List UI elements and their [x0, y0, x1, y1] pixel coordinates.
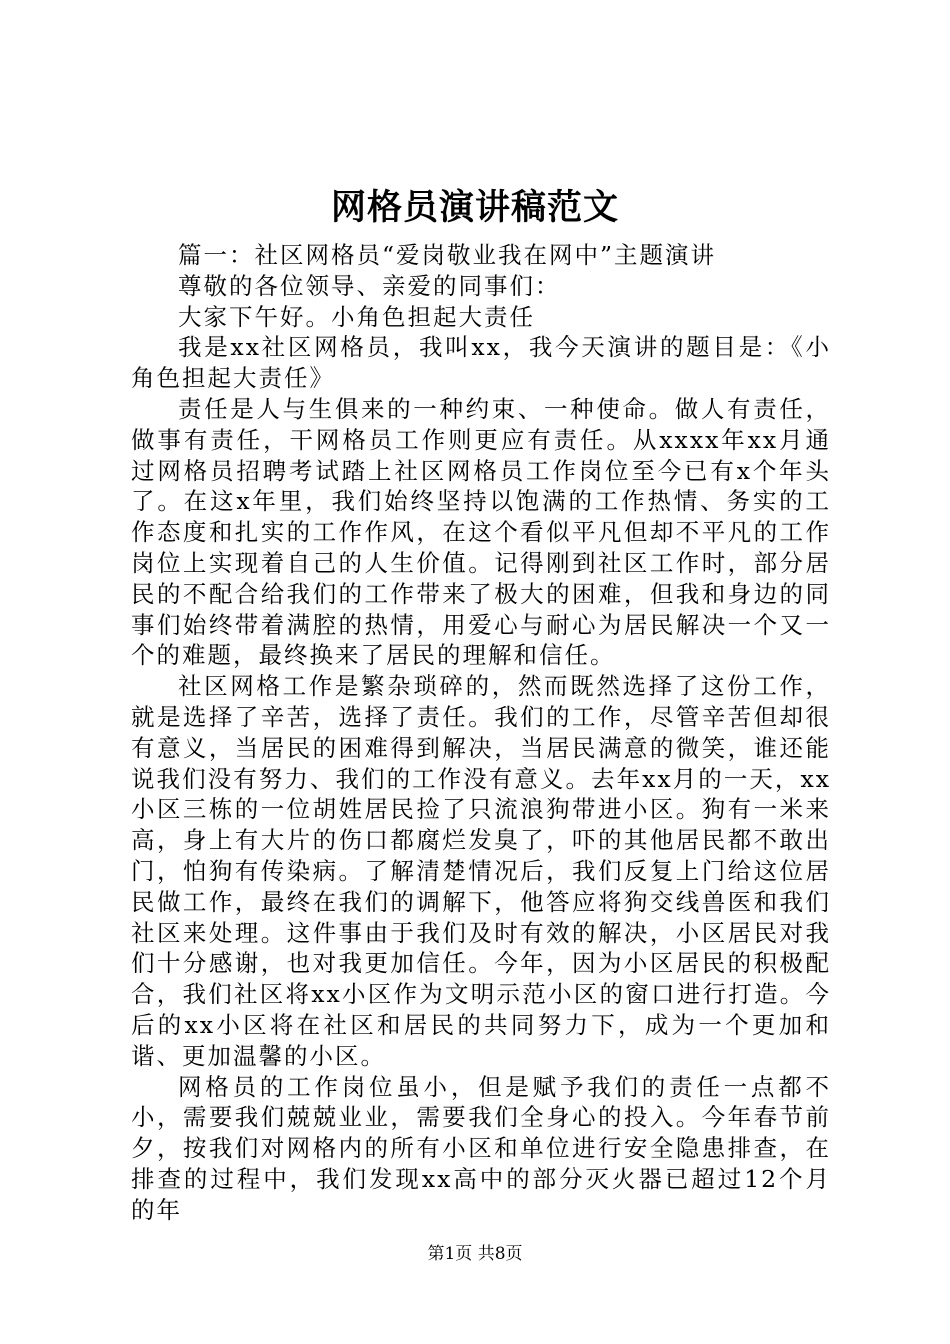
paragraph-body: 社区网格工作是繁杂琐碎的，然而既然选择了这份工作，就是选择了辛苦，选择了责任。我们的工作，尽管辛苦但却很有意义，当居民的困难得到解决，当居民满意的微笑，谁还能说我们没有努力、我们的工作没有意义。去年xx月的一天，xx小区三栋的一位胡姓居民捡了只流浪狗带进小区。狗有一米来高，身上有大片的伤口都腐烂发臭了，吓的其他居民都不敢出门，怕狗有传染病。了解清楚情况后，我们反复上门给这位居民做工作，最终在我们的调解下，他答应将狗交线兽医和我们社区来处理。这件事由于我们及时有效的解决，小区居民对我们十分感谢，也对我更加信任。今年，因为小区居民的积极配合，我们社区将xx小区作为文明示范小区的窗口进行打造。今后的xx小区将在社区和居民的共同努力下，成为一个更加和谐、更加温馨的小区。 [131, 672, 831, 1070]
paragraph-salutation: 尊敬的各位领导、亲爱的同事们： [178, 271, 561, 300]
paragraph-introduction: 我是xx社区网格员，我叫xx，我今天演讲的题目是：《小角色担起大责任》 [131, 333, 831, 393]
paragraph-body: 责任是人与生俱来的一种约束、一种使命。做人有责任，做事有责任，干网格员工作则更应有责任。从xxxx年xx月通过网格员招聘考试踏上社区网格员工作岗位至今已有x个年头了。在这x年里，我们始终坚持以饱满的工作热情、务实的工作态度和扎实的工作作风，在这个看似平凡但却不平凡的工作岗位上实现着自己的人生价值。记得刚到社区工作时，部分居民的不配合给我们的工作带来了极大的困难，但我和身边的同事们始终带着满腔的热情，用爱心与耐心为居民解决一个又一个的难题，最终换来了居民的理解和信任。 [131, 394, 831, 670]
document-body [131, 240, 831, 1226]
page-number-footer: 第1页 共8页 [427, 1244, 523, 1264]
paragraph-heading: 篇一：社区网格员“爱岗敬业我在网中”主题演讲 [178, 241, 717, 269]
paragraph-body: 网格员的工作岗位虽小，但是赋予我们的责任一点都不小，需要我们兢兢业业，需要我们全身心的投入。今年春节前夕，按我们对网格内的所有小区和单位进行安全隐患排查，在排查的过程中，我们发现xx高中的部分灭火器已超过12个月的年 [131, 1072, 831, 1224]
document-title: 网格员演讲稿范文 [330, 187, 619, 228]
paragraph-greeting: 大家下午好。小角色担起大责任 [178, 302, 535, 331]
